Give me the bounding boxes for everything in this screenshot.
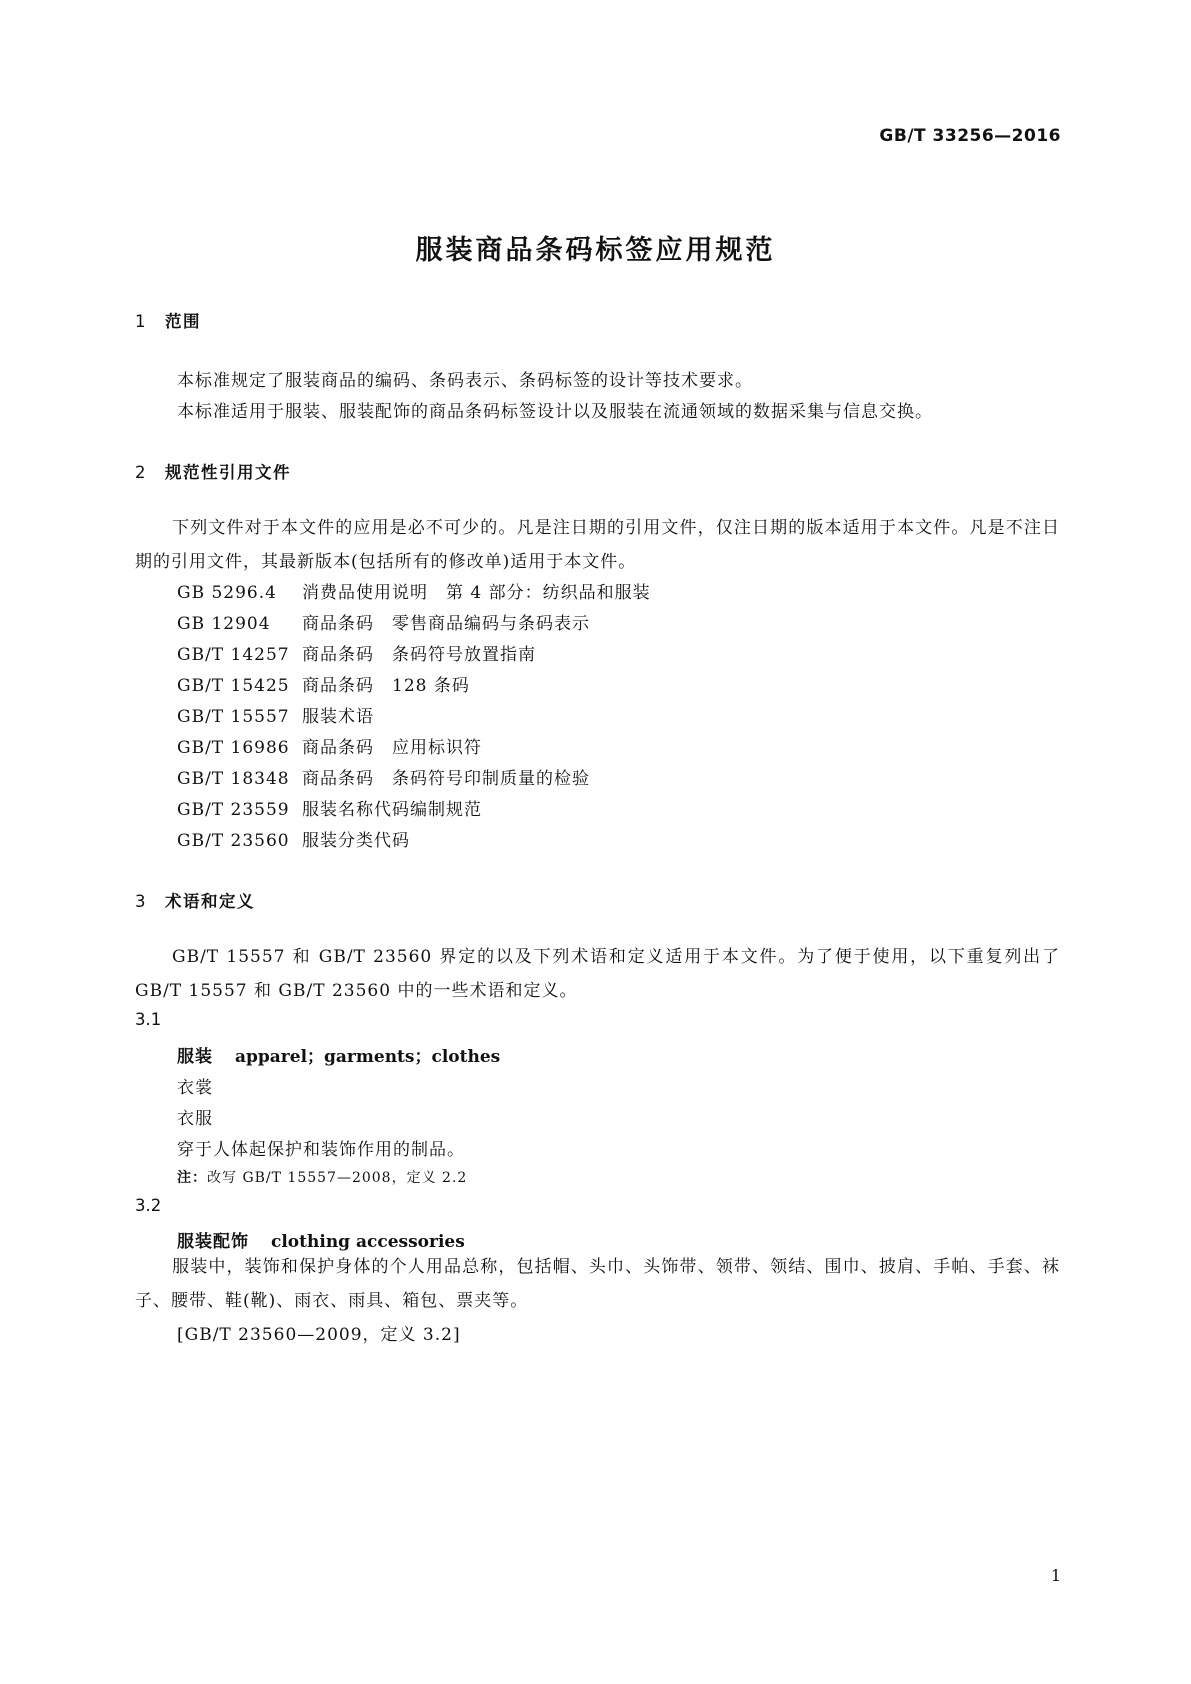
reference-item [177,640,536,665]
reference-item [177,826,410,851]
standard-number: GB/T 33256—2016 [879,126,1061,146]
reference-item [177,578,651,603]
reference-item [177,702,374,727]
terms-intro-text: GB/T 15557 和 GB/T 23560 界定的以及下列术语和定义适用于本文件。为了便于使用，以下重复列出了 GB/T 15557 和 GB/T 23560 中的一些术语和定义。 [135,947,1060,1001]
reference-code: GB/T 23559 [177,800,290,820]
reference-item [177,671,470,696]
term-3-1-english: apparel；garments；clothes [235,1047,501,1067]
reference-item [177,733,482,758]
term-3-1-synonym-2: 衣服 [177,1109,213,1129]
reference-code: GB/T 15425 [177,676,290,696]
term-3-1-heading [177,1042,500,1067]
reference-title: 商品条码 应用标识符 [302,738,482,758]
reference-title: 商品条码 零售商品编码与条码表示 [302,614,590,634]
normative-intro-text: 下列文件对于本文件的应用是必不可少的。凡是注日期的引用文件，仅注日期的版本适用于本文件。凡是不注日期的引用文件，其最新版本(包括所有的修改单)适用于本文件。 [135,518,1060,572]
reference-title: 商品条码 条码符号放置指南 [302,645,536,665]
note-label: 注： [177,1170,207,1186]
reference-code: GB/T 15557 [177,707,290,727]
term-3-2-definition [135,1250,1060,1318]
note-text: 改写 GB/T 15557—2008，定义 2.2 [207,1170,468,1186]
term-3-2-chinese: 服装配饰 [177,1232,249,1252]
term-3-1-synonym-1: 衣裳 [177,1078,213,1098]
section-3-number: 3 [135,892,147,911]
reference-title: 服装名称代码编制规范 [302,800,482,820]
term-3-2-source: [GB/T 23560—2009，定义 3.2] [177,1325,461,1345]
reference-title: 服装分类代码 [302,831,410,851]
section-1-heading [135,308,201,332]
term-3-1-definition: 穿于人体起保护和装饰作用的制品。 [177,1140,465,1160]
reference-item [177,764,590,789]
scope-paragraph-2: 本标准适用于服装、服装配饰的商品条码标签设计以及服装在流通领域的数据采集与信息交换。 [177,402,933,422]
reference-title: 消费品使用说明 第 4 部分：纺织品和服装 [302,583,651,603]
normative-intro [135,511,1060,579]
reference-code: GB/T 23560 [177,831,290,851]
section-1-title: 范围 [165,312,201,331]
reference-code: GB 12904 [177,614,271,634]
term-3-2-definition-text: 服装中，装饰和保护身体的个人用品总称，包括帽、头巾、头饰带、领带、领结、围巾、披肩、手帕、手套、袜子、腰带、鞋(靴)、雨衣、雨具、箱包、票夹等。 [135,1257,1060,1311]
reference-code: GB/T 14257 [177,645,290,665]
section-2-title: 规范性引用文件 [165,463,291,482]
scope-paragraph-1: 本标准规定了服装商品的编码、条码表示、条码标签的设计等技术要求。 [177,371,753,391]
reference-code: GB 5296.4 [177,583,277,603]
reference-item [177,795,482,820]
term-3-1-number: 3.1 [135,1010,162,1029]
term-3-1-chinese: 服装 [177,1047,213,1067]
reference-item [177,609,590,634]
reference-title: 商品条码 条码符号印制质量的检验 [302,769,590,789]
reference-title: 服装术语 [302,707,374,727]
terms-intro [135,940,1060,1008]
section-1-number: 1 [135,312,147,331]
term-3-2-number: 3.2 [135,1196,162,1215]
section-3-title: 术语和定义 [165,892,255,911]
page-number: 1 [1050,1566,1061,1585]
term-3-2-heading [177,1227,465,1252]
reference-title: 商品条码 128 条码 [302,676,470,696]
section-2-heading [135,459,291,483]
section-3-heading [135,888,255,912]
reference-code: GB/T 18348 [177,769,290,789]
section-2-number: 2 [135,463,147,482]
reference-code: GB/T 16986 [177,738,290,758]
term-3-2-english: clothing accessories [271,1232,465,1252]
term-3-1-note [177,1167,467,1187]
document-title: 服装商品条码标签应用规范 [415,235,776,266]
